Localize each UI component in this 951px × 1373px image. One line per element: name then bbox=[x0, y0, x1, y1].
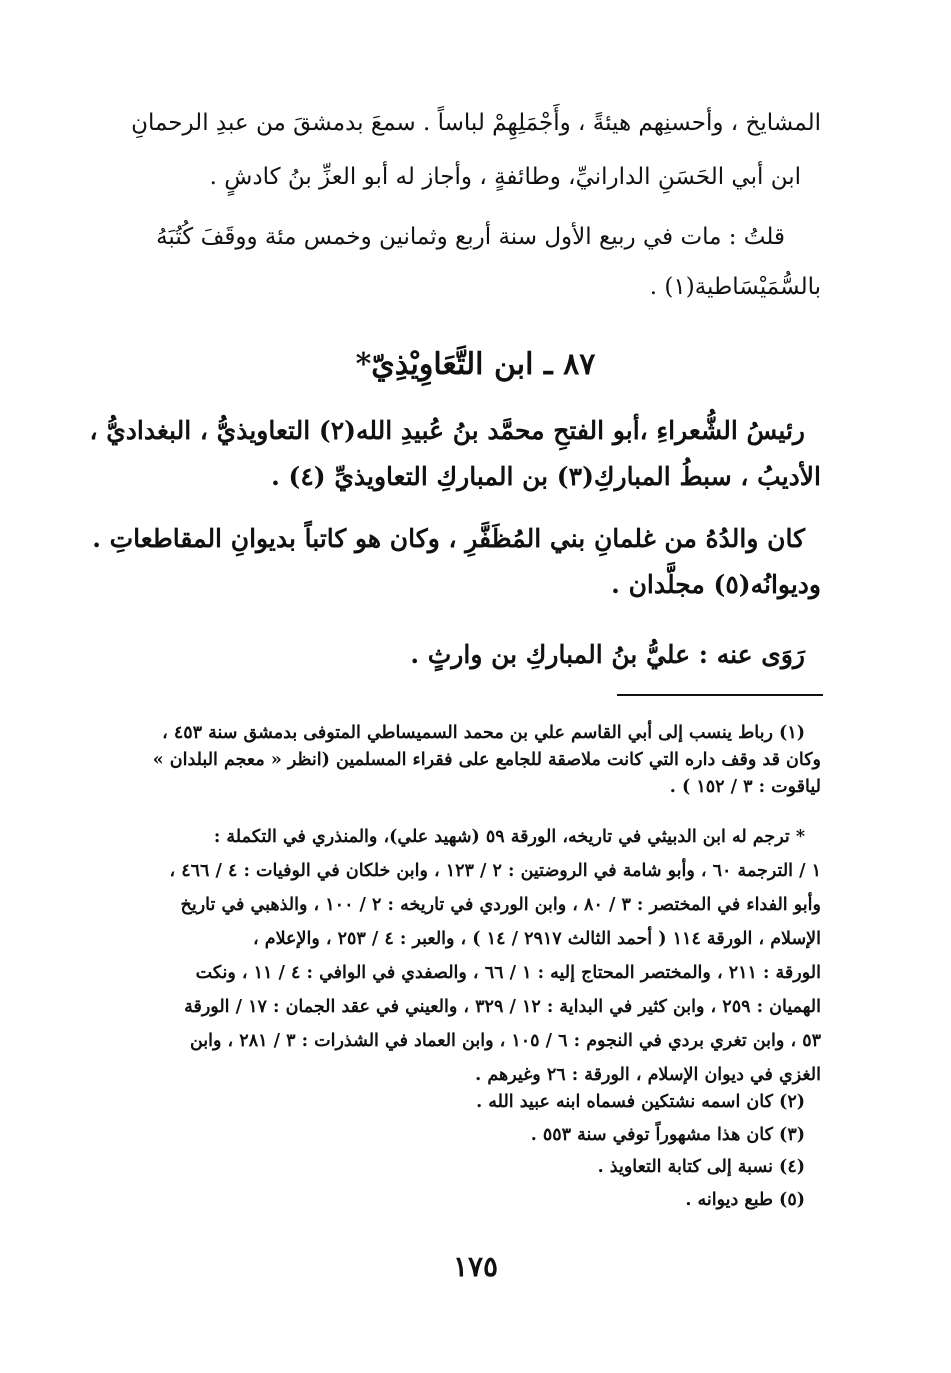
footnote-line: وأبو الفداء في المختصر : ٣ / ٨٠ ، وابن الوردي في تاريخه : ٢ / ١٠٠ ، والذهبي في تاريخ bbox=[180, 895, 821, 915]
entry-bio bbox=[89, 404, 821, 504]
footnote-line: الغزي في ديوان الإسلام ، الورقة : ٢٦ وغيرهم . bbox=[475, 1065, 821, 1085]
footnote-line: (٤) نسبة إلى كتابة التعاويذ . bbox=[597, 1157, 805, 1177]
footnote-line: الهميان : ٢٥٩ ، وابن كثير في البداية : ١٢ / ٣٢٩ ، والعيني في عقد الجمان : ١٧ / الورقة bbox=[184, 997, 821, 1017]
footnote-line: (٣) كان هذا مشهوراً توفي سنة ٥٥٣ . bbox=[530, 1124, 805, 1145]
text-line: كان والدُهُ من غلمانِ بني المُظَفَّرِ ، وكان هو كاتباً بديوانِ المقاطعاتِ . bbox=[92, 524, 805, 553]
footnote-line: (٢) كان اسمه نشتكين فسماه ابنه عبيد الله . bbox=[476, 1092, 805, 1112]
page-number: ١٧٥ bbox=[452, 1250, 499, 1283]
footnote-line: لياقوت : ٣ / ١٥٢ ) . bbox=[669, 777, 821, 797]
text-line: وديوانُه(٥) مجلَّدان . bbox=[611, 570, 821, 599]
text-line: المشايخ ، وأحسنِهم هيئةً ، وأَجْمَلِهِمْ لباساً . سمعَ بدمشقَ من عبدِ الرحمانِ bbox=[131, 110, 821, 136]
footnote-divider bbox=[617, 694, 823, 696]
text-line: ابن أبي الحَسَنِ الدارانيِّ، وطائفةٍ ، وأجاز له أبو العزِّ بنُ كادشٍ . bbox=[209, 164, 801, 190]
footnote-line: وكان قد وقف داره التي كانت ملاصقة للجامع على فقراء المسلمين (انظر « معجم البلدان » bbox=[152, 750, 821, 770]
footnote-line: الإسلام ، الورقة ١١٤ ( أحمد الثالث ٢٩١٧ / ١٤ ) ، والعبر : ٤ / ٢٥٣ ، والإعلام ، bbox=[253, 929, 821, 949]
continuation-paragraph bbox=[131, 96, 821, 204]
footnotes-short bbox=[160, 1086, 821, 1216]
footnote-1 bbox=[152, 716, 821, 804]
footnote-line: الورقة : ٢١١ ، والمختصر المحتاج إليه : ١ / ٦٦ ، والصفدي في الوافي : ٤ / ١١ ، ونكت bbox=[195, 963, 821, 983]
footnote-line: (١) رباط ينسب إلى أبي القاسم علي بن محمد السميساطي المتوفى بدمشق سنة ٤٥٣ ، bbox=[162, 723, 805, 743]
footnote-sources bbox=[160, 820, 821, 1092]
text-line: قلتُ : مات في ربيع الأول سنة أربع وثمانين وخمس مئة ووقَفَ كُتُبَهُ bbox=[156, 224, 785, 250]
text-line: بالسُّمَيْسَاطية(١) . bbox=[649, 274, 821, 300]
footnote-line: ١ / الترجمة ٦٠ ، وأبو شامة في الروضتين : ٢ / ١٢٣ ، وابن خلكان في الوفيات : ٤ / ٤٦٦ ، bbox=[169, 861, 821, 881]
text-line: رئيسُ الشُّعراءِ ،أبو الفتحِ محمَّد بنُ عُبيدِ الله(٢) التعاويذيُّ ، البغداديُّ ، bbox=[89, 416, 805, 445]
text-line: رَوَى عنه : عليُّ بنُ المباركِ بن وارثٍ . bbox=[410, 640, 805, 669]
narrators bbox=[160, 628, 821, 682]
entry-heading: ٨٧ ـ ابن التَّعَاوِيْذِيّ* bbox=[355, 347, 596, 382]
footnote-line: ٥٣ ، وابن تغري بردي في النجوم : ٦ / ١٠٥ ، وابن العماد في الشذرات : ٣ / ٢٨١ ، وابن bbox=[189, 1031, 821, 1051]
text-line: الأديبُ ، سبطُ المباركِ(٣) بن المباركِ التعاويذيِّ (٤) . bbox=[271, 462, 821, 491]
footnote-line: * ترجم له ابن الدبيثي في تاريخه، الورقة ٥٩ (شهيد علي)، والمنذري في التكملة : bbox=[213, 827, 805, 847]
entry-bio-2 bbox=[92, 512, 821, 612]
footnote-line: (٥) طبع ديوانه . bbox=[685, 1189, 805, 1210]
author-comment bbox=[156, 210, 821, 314]
